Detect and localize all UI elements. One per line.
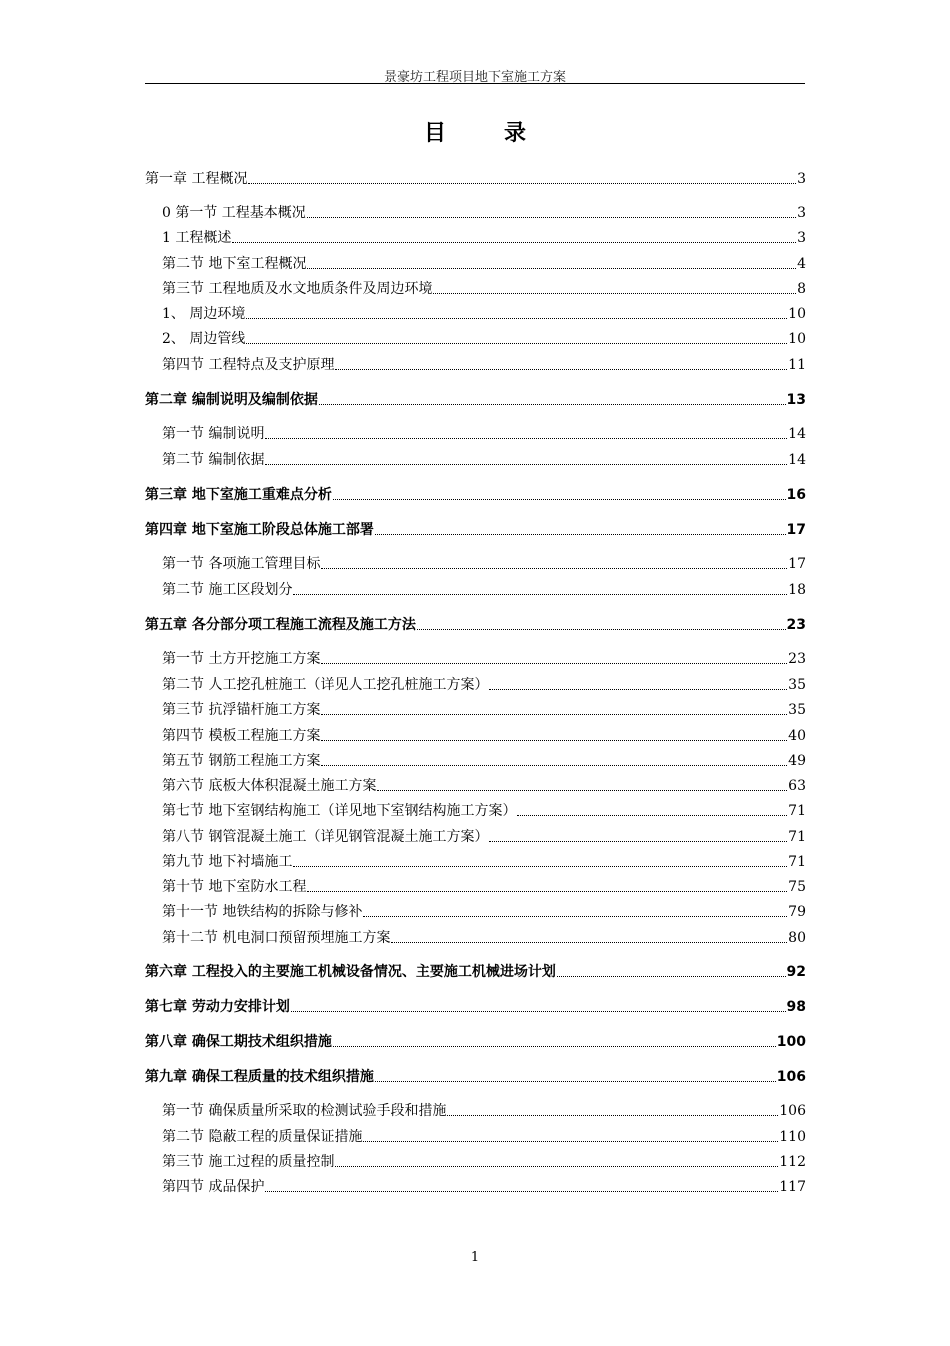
toc-section-entry[interactable] [162,802,806,820]
toc-entry-page: 3 [797,230,806,246]
toc-section-entry[interactable] [162,229,806,247]
toc-dot-leader [291,1011,786,1012]
toc-section-entry[interactable] [162,853,806,871]
toc-entry-label: 1 工程概述 [162,230,232,246]
toc-dot-leader [375,534,786,535]
toc-dot-leader [246,343,787,344]
toc-entry-page: 71 [788,854,806,870]
toc-entry-page: 4 [797,256,806,272]
toc-title: 目录 [423,121,584,146]
toc-entry-label: 第三节 工程地质及水文地质条件及周边环境 [162,281,433,297]
toc-dot-leader [321,663,787,664]
toc-entry-label: 第一章 工程概况 [145,171,248,187]
toc-section-entry[interactable] [162,356,806,374]
toc-entry-label: 第三章 地下室施工重难点分析 [145,487,332,503]
toc-entry-page: 16 [786,487,806,503]
toc-entry-page: 10 [788,331,806,347]
toc-entry-label: 第三节 施工过程的质量控制 [162,1154,335,1170]
toc-dot-leader [363,1141,778,1142]
header-rule [145,83,805,84]
toc-dot-leader [246,318,787,319]
toc-dot-leader [307,268,796,269]
toc-section-entry[interactable] [162,1128,806,1146]
toc-chapter-entry[interactable] [145,998,806,1016]
toc-dot-leader [557,976,786,977]
toc-dot-leader [377,790,787,791]
running-header: 景豪坊工程项目地下室施工方案 [383,70,566,85]
toc-dot-leader [321,714,787,715]
toc-entry-page: 100 [776,1034,806,1050]
toc-chapter-entry[interactable] [145,963,806,981]
toc-entry-page: 3 [797,205,806,221]
toc-entry-page: 92 [786,964,806,980]
toc-entry-label: 第二章 编制说明及编制依据 [145,392,318,408]
toc-entry-page: 14 [788,452,806,468]
toc-section-entry[interactable] [162,1102,806,1120]
toc-chapter-entry[interactable] [145,170,806,188]
toc-entry-label: 第四节 成品保护 [162,1179,265,1195]
toc-entry-label: 第一节 确保质量所采取的检测试验手段和措施 [162,1103,447,1119]
toc-entry-page: 11 [788,357,806,373]
toc-chapter-entry[interactable] [145,486,806,504]
toc-entry-label: 第二节 地下室工程概况 [162,256,307,272]
toc-dot-leader [265,1191,778,1192]
toc-entry-label: 第五章 各分部分项工程施工流程及施工方法 [145,617,416,633]
toc-dot-leader [391,942,787,943]
toc-entry-label: 第三节 抗浮锚杆施工方案 [162,702,321,718]
toc-chapter-entry[interactable] [145,1033,806,1051]
toc-entry-page: 35 [788,677,806,693]
toc-dot-leader [293,594,787,595]
toc-entry-label: 第二节 隐蔽工程的质量保证措施 [162,1129,363,1145]
toc-entry-page: 23 [788,651,806,667]
toc-entry-label: 0 第一节 工程基本概况 [162,205,306,221]
toc-section-entry[interactable] [162,828,806,846]
toc-entry-page: 71 [788,803,806,819]
toc-entry-page: 8 [797,281,806,297]
toc-section-entry[interactable] [162,752,806,770]
toc-chapter-entry[interactable] [145,391,806,409]
toc-entry-label: 2、 周边管线 [162,331,246,347]
toc-entry-page: 17 [788,556,806,572]
toc-dot-leader [321,765,787,766]
toc-entry-label: 第一节 各项施工管理目标 [162,556,321,572]
toc-entry-page: 10 [788,306,806,322]
toc-entry-label: 第七节 地下室钢结构施工（详见地下室钢结构施工方案） [162,803,517,819]
toc-entry-label: 第十节 地下室防水工程 [162,879,307,895]
toc-dot-leader [333,499,786,500]
toc-entry-page: 98 [786,999,806,1015]
toc-entry-label: 第十一节 地铁结构的拆除与修补 [162,904,363,920]
toc-entry-label: 第二节 人工挖孔桩施工（详见人工挖孔桩施工方案） [162,677,489,693]
toc-entry-page: 75 [788,879,806,895]
toc-entry-page: 112 [779,1154,806,1170]
toc-dot-leader [489,689,787,690]
toc-entry-label: 第八节 钢管混凝土施工（详见钢管混凝土施工方案） [162,829,489,845]
toc-section-entry[interactable] [162,777,806,795]
toc-entry-label: 第六章 工程投入的主要施工机械设备情况、主要施工机械进场计划 [145,964,556,980]
toc-entry-page: 14 [788,426,806,442]
toc-dot-leader [335,369,787,370]
toc-dot-leader [319,404,786,405]
toc-dot-leader [248,183,796,184]
toc-entry-page: 13 [786,392,806,408]
toc-entry-label: 1、 周边环境 [162,306,246,322]
toc-entry-label: 第九节 地下衬墙施工 [162,854,293,870]
toc-chapter-entry[interactable] [145,1068,806,1086]
toc-dot-leader [265,438,787,439]
toc-dot-leader [447,1115,778,1116]
toc-dot-leader [335,1166,778,1167]
toc-entry-page: 79 [788,904,806,920]
toc-section-entry[interactable] [162,878,806,896]
toc-chapter-entry[interactable] [145,521,806,539]
toc-entry-page: 117 [779,1179,806,1195]
toc-dot-leader [293,866,787,867]
toc-entry-label: 第二节 施工区段划分 [162,582,293,598]
toc-dot-leader [333,1046,776,1047]
toc-dot-leader [321,568,787,569]
page-number: 1 [470,1250,480,1265]
toc-dot-leader [517,815,787,816]
toc-entry-page: 18 [788,582,806,598]
toc-section-entry[interactable] [162,305,806,323]
toc-dot-leader [232,242,796,243]
toc-section-entry[interactable] [162,330,806,348]
toc-entry-page: 63 [788,778,806,794]
toc-entry-page: 106 [776,1069,806,1085]
toc-entry-label: 第六节 底板大体积混凝土施工方案 [162,778,377,794]
toc-section-entry[interactable] [162,581,806,599]
toc-dot-leader [489,841,787,842]
toc-dot-leader [375,1081,776,1082]
toc-entry-page: 71 [788,829,806,845]
toc-entry-page: 17 [786,522,806,538]
toc-entry-page: 110 [779,1129,806,1145]
toc-section-entry[interactable] [162,451,806,469]
toc-entry-label: 第九章 确保工程质量的技术组织措施 [145,1069,374,1085]
toc-section-entry[interactable] [162,1178,806,1196]
toc-dot-leader [265,464,787,465]
toc-dot-leader [417,629,786,630]
toc-section-entry[interactable] [162,555,806,573]
toc-entry-label: 第四章 地下室施工阶段总体施工部署 [145,522,374,538]
toc-section-entry[interactable] [162,650,806,668]
toc-section-entry[interactable] [162,701,806,719]
toc-entry-page: 23 [786,617,806,633]
toc-section-entry[interactable] [162,425,806,443]
toc-section-entry[interactable] [162,903,806,921]
toc-dot-leader [321,740,787,741]
toc-entry-label: 第八章 确保工期技术组织措施 [145,1034,332,1050]
toc-dot-leader [363,916,787,917]
toc-entry-page: 35 [788,702,806,718]
toc-dot-leader [433,293,796,294]
toc-dot-leader [307,891,787,892]
toc-section-entry[interactable] [162,255,806,273]
toc-entry-page: 49 [788,753,806,769]
toc-entry-label: 第四节 模板工程施工方案 [162,728,321,744]
toc-entry-label: 第七章 劳动力安排计划 [145,999,290,1015]
toc-section-entry[interactable] [162,727,806,745]
toc-dot-leader [307,217,796,218]
toc-entry-page: 40 [788,728,806,744]
toc-section-entry[interactable] [162,1153,806,1171]
toc-entry-label: 第四节 工程特点及支护原理 [162,357,335,373]
toc-entry-label: 第一节 编制说明 [162,426,265,442]
toc-section-entry[interactable] [162,204,806,222]
toc-entry-page: 3 [797,171,806,187]
toc-chapter-entry[interactable] [145,616,806,634]
toc-entry-label: 第五节 钢筋工程施工方案 [162,753,321,769]
toc-section-entry[interactable] [162,929,806,947]
toc-entry-page: 80 [788,930,806,946]
toc-entry-label: 第十二节 机电洞口预留预埋施工方案 [162,930,391,946]
toc-section-entry[interactable] [162,280,806,298]
toc-entry-label: 第一节 土方开挖施工方案 [162,651,321,667]
toc-section-entry[interactable] [162,676,806,694]
toc-entry-page: 106 [779,1103,806,1119]
toc-entry-label: 第二节 编制依据 [162,452,265,468]
